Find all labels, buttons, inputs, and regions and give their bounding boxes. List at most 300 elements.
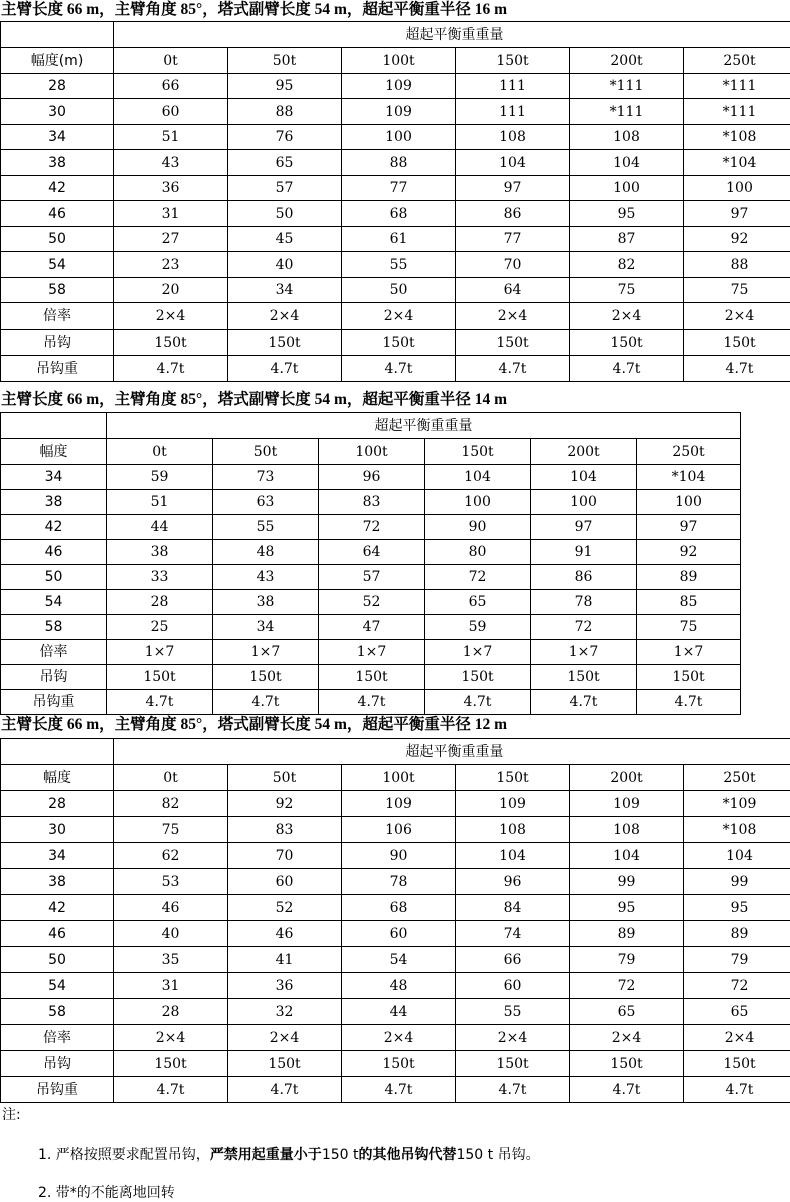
table-row: [1, 74, 790, 99]
table-cell: 55: [342, 252, 456, 278]
table-cell: 85: [637, 590, 741, 615]
table-row: [1, 590, 741, 615]
table-cell: 106: [342, 817, 456, 843]
table-cell: 27: [114, 227, 228, 252]
row-label: 倍率: [1, 1025, 114, 1051]
table-row: [1, 565, 741, 590]
table-row: [1, 973, 790, 999]
table-cell: 2×4: [342, 303, 456, 330]
table-cell: 100: [684, 176, 790, 201]
table-row: [1, 1077, 790, 1103]
table-cell: 109: [342, 99, 456, 125]
table-row: [1, 921, 790, 947]
table-cell: 95: [570, 895, 684, 921]
note-2: 2. 带*的不能离地回转: [38, 1182, 175, 1202]
corner-blank: [1, 22, 114, 48]
table-cell: 2×4: [684, 1025, 790, 1051]
table-row: [1, 615, 741, 640]
table-cell: 43: [114, 150, 228, 176]
table-cell: 150t: [531, 665, 637, 690]
table-cell: 46: [228, 921, 342, 947]
table-cell: 89: [637, 565, 741, 590]
table-cell: 1×7: [213, 640, 319, 665]
table-cell: 150t: [114, 330, 228, 356]
table-cell: 79: [684, 947, 790, 973]
table-cell: 28: [107, 590, 213, 615]
column-header: 0t: [114, 765, 228, 791]
table-cell: 111: [456, 99, 570, 125]
row-label: 46: [1, 540, 107, 565]
table-row: [1, 1025, 790, 1051]
table-cell: 20: [114, 278, 228, 303]
corner-label: 幅度: [1, 765, 114, 791]
table-row: [1, 150, 790, 176]
table-cell: 4.7t: [319, 690, 425, 715]
table-cell: 64: [456, 278, 570, 303]
table-cell: 150t: [342, 330, 456, 356]
row-label: 吊钩重: [1, 356, 114, 382]
table-cell: 104: [531, 465, 637, 490]
table-cell: 61: [342, 227, 456, 252]
table-cell: 100: [570, 176, 684, 201]
table-cell: 95: [570, 201, 684, 227]
note-1-value: 150 t: [322, 1147, 359, 1163]
column-header: 150t: [456, 48, 570, 74]
table-cell: 4.7t: [342, 1077, 456, 1103]
table-cell: 100: [531, 490, 637, 515]
row-label: 58: [1, 278, 114, 303]
table-cell: 31: [114, 201, 228, 227]
table-row: [1, 227, 790, 252]
table-cell: 60: [114, 99, 228, 125]
table-cell: 150t: [456, 330, 570, 356]
row-label: 46: [1, 201, 114, 227]
table-cell: 150t: [228, 330, 342, 356]
note-1: [38, 1144, 540, 1164]
group-header-row: [1, 22, 790, 48]
table-cell: 4.7t: [456, 356, 570, 382]
table-cell: 55: [456, 999, 570, 1025]
table-cell: 59: [107, 465, 213, 490]
table-cell: 108: [456, 817, 570, 843]
table-cell: 2×4: [570, 1025, 684, 1051]
row-label: 54: [1, 973, 114, 999]
table-cell: 1×7: [425, 640, 531, 665]
table-row: [1, 278, 790, 303]
table-cell: 25: [107, 615, 213, 640]
table-cell: 150t: [342, 1051, 456, 1077]
table-cell: 51: [114, 125, 228, 150]
table-cell: 108: [456, 125, 570, 150]
row-label: 30: [1, 817, 114, 843]
table-cell: 76: [228, 125, 342, 150]
table-cell: 104: [425, 465, 531, 490]
table-cell: 99: [570, 869, 684, 895]
table-cell: 1×7: [531, 640, 637, 665]
table-cell: 150t: [425, 665, 531, 690]
table-cell: 46: [114, 895, 228, 921]
table-cell: 95: [684, 895, 790, 921]
table-row: [1, 515, 741, 540]
table-cell: *109: [684, 791, 790, 817]
table-cell: 65: [684, 999, 790, 1025]
table-cell: 55: [213, 515, 319, 540]
table-row: [1, 999, 790, 1025]
table-cell: 77: [456, 227, 570, 252]
table-cell: 91: [531, 540, 637, 565]
note-1-prefix: 1. 严格按照要求配置吊钩，: [38, 1147, 210, 1163]
table-cell: 77: [342, 176, 456, 201]
load-table-14m: [0, 412, 741, 715]
table-cell: 53: [114, 869, 228, 895]
table-cell: 97: [684, 201, 790, 227]
table-cell: 109: [342, 74, 456, 99]
table-cell: 150t: [570, 330, 684, 356]
column-header: 50t: [228, 48, 342, 74]
column-header: 200t: [531, 439, 637, 465]
table-cell: 97: [456, 176, 570, 201]
row-label: 42: [1, 176, 114, 201]
table-cell: 4.7t: [425, 690, 531, 715]
table-cell: 1×7: [319, 640, 425, 665]
table-cell: 97: [531, 515, 637, 540]
notes-heading: 注:: [2, 1104, 21, 1124]
table-cell: 109: [456, 791, 570, 817]
table-cell: 92: [684, 227, 790, 252]
table-cell: 1×7: [107, 640, 213, 665]
table-cell: 150t: [570, 1051, 684, 1077]
column-header: 200t: [570, 765, 684, 791]
column-header: 100t: [342, 48, 456, 74]
table-cell: 33: [107, 565, 213, 590]
table-cell: 4.7t: [637, 690, 741, 715]
table-row: [1, 817, 790, 843]
table-row: [1, 640, 741, 665]
table-cell: 89: [684, 921, 790, 947]
table-row: [1, 201, 790, 227]
table-cell: 100: [425, 490, 531, 515]
table-cell: 62: [114, 843, 228, 869]
table-cell: 2×4: [228, 303, 342, 330]
row-label: 吊钩重: [1, 690, 107, 715]
row-label: 吊钩: [1, 665, 107, 690]
group-header: 超起平衡重重量: [114, 22, 790, 48]
table-cell: 36: [228, 973, 342, 999]
table-cell: 51: [107, 490, 213, 515]
table-cell: 72: [319, 515, 425, 540]
table-cell: 72: [531, 615, 637, 640]
table-cell: 65: [570, 999, 684, 1025]
table-cell: 60: [456, 973, 570, 999]
table-cell: 48: [213, 540, 319, 565]
table-cell: *104: [684, 150, 790, 176]
table-cell: 72: [570, 973, 684, 999]
table-cell: 1×7: [637, 640, 741, 665]
column-header: 100t: [319, 439, 425, 465]
table-cell: 57: [228, 176, 342, 201]
table-cell: 89: [570, 921, 684, 947]
table-cell: *108: [684, 817, 790, 843]
table-cell: 83: [228, 817, 342, 843]
table-cell: 75: [570, 278, 684, 303]
table-cell: 66: [114, 74, 228, 99]
table-cell: 100: [342, 125, 456, 150]
table-cell: 4.7t: [114, 356, 228, 382]
table-cell: 150t: [114, 1051, 228, 1077]
table-cell: 60: [342, 921, 456, 947]
row-label: 50: [1, 227, 114, 252]
group-header-row: [1, 413, 741, 439]
table-cell: 104: [684, 843, 790, 869]
table-cell: 4.7t: [570, 1077, 684, 1103]
table-cell: 4.7t: [684, 1077, 790, 1103]
table-cell: 2×4: [342, 1025, 456, 1051]
row-label: 38: [1, 869, 114, 895]
table-cell: 78: [531, 590, 637, 615]
table-cell: 2×4: [114, 303, 228, 330]
table-cell: 95: [228, 74, 342, 99]
table-cell: 70: [228, 843, 342, 869]
column-header: 250t: [684, 48, 790, 74]
table-cell: 92: [637, 540, 741, 565]
table-cell: 82: [114, 791, 228, 817]
column-header: 0t: [107, 439, 213, 465]
table-row: [1, 791, 790, 817]
row-label: 50: [1, 565, 107, 590]
row-label: 28: [1, 74, 114, 99]
table-cell: 38: [213, 590, 319, 615]
column-header-row: [1, 439, 741, 465]
table-cell: 32: [228, 999, 342, 1025]
row-label: 倍率: [1, 303, 114, 330]
load-table-12m: [0, 738, 790, 1103]
table-cell: 96: [456, 869, 570, 895]
row-label: 倍率: [1, 640, 107, 665]
row-label: 34: [1, 125, 114, 150]
table-cell: 2×4: [456, 1025, 570, 1051]
table-cell: 4.7t: [213, 690, 319, 715]
table-cell: 34: [228, 278, 342, 303]
table-cell: 50: [342, 278, 456, 303]
table-cell: 68: [342, 895, 456, 921]
table-cell: 92: [228, 791, 342, 817]
table-cell: *111: [570, 74, 684, 99]
column-header: 150t: [456, 765, 570, 791]
table-cell: 104: [570, 150, 684, 176]
corner-label: 幅度(m): [1, 48, 114, 74]
table-cell: 97: [637, 515, 741, 540]
table-cell: *104: [637, 465, 741, 490]
table-cell: 79: [570, 947, 684, 973]
row-label: 吊钩: [1, 1051, 114, 1077]
row-label: 42: [1, 895, 114, 921]
table-cell: 90: [342, 843, 456, 869]
table-cell: 72: [684, 973, 790, 999]
table-cell: 41: [228, 947, 342, 973]
table-cell: 75: [637, 615, 741, 640]
table-cell: 2×4: [456, 303, 570, 330]
row-label: 34: [1, 843, 114, 869]
row-label: 34: [1, 465, 107, 490]
table-cell: 2×4: [570, 303, 684, 330]
group-header-row: [1, 739, 790, 765]
table-cell: 54: [342, 947, 456, 973]
table-cell: 2×4: [684, 303, 790, 330]
column-header-row: [1, 765, 790, 791]
row-label: 38: [1, 490, 107, 515]
table-cell: 4.7t: [684, 356, 790, 382]
table-row: [1, 665, 741, 690]
table-cell: 45: [228, 227, 342, 252]
row-label: 38: [1, 150, 114, 176]
table-row: [1, 690, 741, 715]
corner-label: 幅度: [1, 439, 107, 465]
table-row: [1, 303, 790, 330]
table-cell: *111: [684, 74, 790, 99]
table-row: [1, 895, 790, 921]
table-cell: 47: [319, 615, 425, 640]
column-header: 100t: [342, 765, 456, 791]
table-cell: 65: [228, 150, 342, 176]
table-row: [1, 330, 790, 356]
section-title: 主臂长度 66 m，主臂角度 85°，塔式副臂长度 54 m，超起平衡重半径 16 m: [1, 1, 507, 19]
row-label: 54: [1, 252, 114, 278]
table-cell: 88: [684, 252, 790, 278]
table-cell: *111: [684, 99, 790, 125]
table-row: [1, 1051, 790, 1077]
table-cell: 65: [425, 590, 531, 615]
table-cell: 150t: [684, 1051, 790, 1077]
table-cell: 57: [319, 565, 425, 590]
table-cell: 104: [456, 150, 570, 176]
table-cell: 4.7t: [114, 1077, 228, 1103]
table-cell: 104: [456, 843, 570, 869]
section-title: 主臂长度 66 m，主臂角度 85°，塔式副臂长度 54 m，超起平衡重半径 12 m: [1, 716, 507, 734]
table-cell: 4.7t: [456, 1077, 570, 1103]
table-cell: 108: [570, 817, 684, 843]
load-table-16m: [0, 21, 790, 382]
table-cell: 72: [425, 565, 531, 590]
table-cell: 80: [425, 540, 531, 565]
table-cell: 43: [213, 565, 319, 590]
column-header-row: [1, 48, 790, 74]
table-cell: 36: [114, 176, 228, 201]
table-cell: 4.7t: [531, 690, 637, 715]
column-header: 50t: [213, 439, 319, 465]
table-cell: 64: [319, 540, 425, 565]
table-cell: 78: [342, 869, 456, 895]
table-cell: 111: [456, 74, 570, 99]
table-cell: 68: [342, 201, 456, 227]
table-cell: 50: [228, 201, 342, 227]
table-cell: 75: [684, 278, 790, 303]
row-label: 30: [1, 99, 114, 125]
table-cell: 2×4: [114, 1025, 228, 1051]
corner-blank: [1, 739, 114, 765]
column-header: 150t: [425, 439, 531, 465]
group-header: 超起平衡重重量: [107, 413, 741, 439]
table-cell: 150t: [637, 665, 741, 690]
table-cell: 74: [456, 921, 570, 947]
table-row: [1, 947, 790, 973]
table-cell: 4.7t: [107, 690, 213, 715]
table-row: [1, 356, 790, 382]
table-cell: 48: [342, 973, 456, 999]
note-1-bold-a: 严禁用起重量小于: [210, 1147, 322, 1163]
table-cell: 70: [456, 252, 570, 278]
table-cell: 150t: [228, 1051, 342, 1077]
table-cell: 44: [107, 515, 213, 540]
column-header: 0t: [114, 48, 228, 74]
table-row: [1, 843, 790, 869]
table-cell: 31: [114, 973, 228, 999]
column-header: 200t: [570, 48, 684, 74]
table-cell: 90: [425, 515, 531, 540]
table-cell: 100: [637, 490, 741, 515]
table-cell: 66: [456, 947, 570, 973]
note-1-bold-b: 的其他吊钩代替: [358, 1147, 456, 1163]
table-cell: 108: [570, 125, 684, 150]
row-label: 吊钩重: [1, 1077, 114, 1103]
group-header: 超起平衡重重量: [114, 739, 790, 765]
table-cell: 75: [114, 817, 228, 843]
table-cell: 23: [114, 252, 228, 278]
table-row: [1, 99, 790, 125]
row-label: 42: [1, 515, 107, 540]
table-cell: 96: [319, 465, 425, 490]
table-cell: 150t: [107, 665, 213, 690]
table-cell: 44: [342, 999, 456, 1025]
table-row: [1, 465, 741, 490]
table-cell: 86: [456, 201, 570, 227]
table-cell: 34: [213, 615, 319, 640]
table-cell: 104: [570, 843, 684, 869]
row-label: 28: [1, 791, 114, 817]
row-label: 54: [1, 590, 107, 615]
table-cell: 73: [213, 465, 319, 490]
column-header: 50t: [228, 765, 342, 791]
table-cell: 109: [342, 791, 456, 817]
table-cell: 150t: [213, 665, 319, 690]
row-label: 50: [1, 947, 114, 973]
note-1-suffix: 150 t 吊钩。: [456, 1147, 539, 1163]
corner-blank: [1, 413, 107, 439]
row-label: 吊钩: [1, 330, 114, 356]
table-cell: 2×4: [228, 1025, 342, 1051]
table-cell: 87: [570, 227, 684, 252]
table-row: [1, 176, 790, 201]
table-cell: 99: [684, 869, 790, 895]
table-cell: 52: [228, 895, 342, 921]
table-cell: 60: [228, 869, 342, 895]
table-cell: *111: [570, 99, 684, 125]
table-cell: 38: [107, 540, 213, 565]
row-label: 46: [1, 921, 114, 947]
table-cell: 4.7t: [228, 356, 342, 382]
table-row: [1, 540, 741, 565]
table-cell: 35: [114, 947, 228, 973]
row-label: 58: [1, 615, 107, 640]
table-row: [1, 869, 790, 895]
table-cell: 82: [570, 252, 684, 278]
table-cell: 40: [114, 921, 228, 947]
table-cell: 84: [456, 895, 570, 921]
table-cell: 86: [531, 565, 637, 590]
row-label: 58: [1, 999, 114, 1025]
section-title: 主臂长度 66 m，主臂角度 85°，塔式副臂长度 54 m，超起平衡重半径 14 m: [1, 391, 507, 409]
table-cell: 150t: [319, 665, 425, 690]
table-cell: 4.7t: [228, 1077, 342, 1103]
